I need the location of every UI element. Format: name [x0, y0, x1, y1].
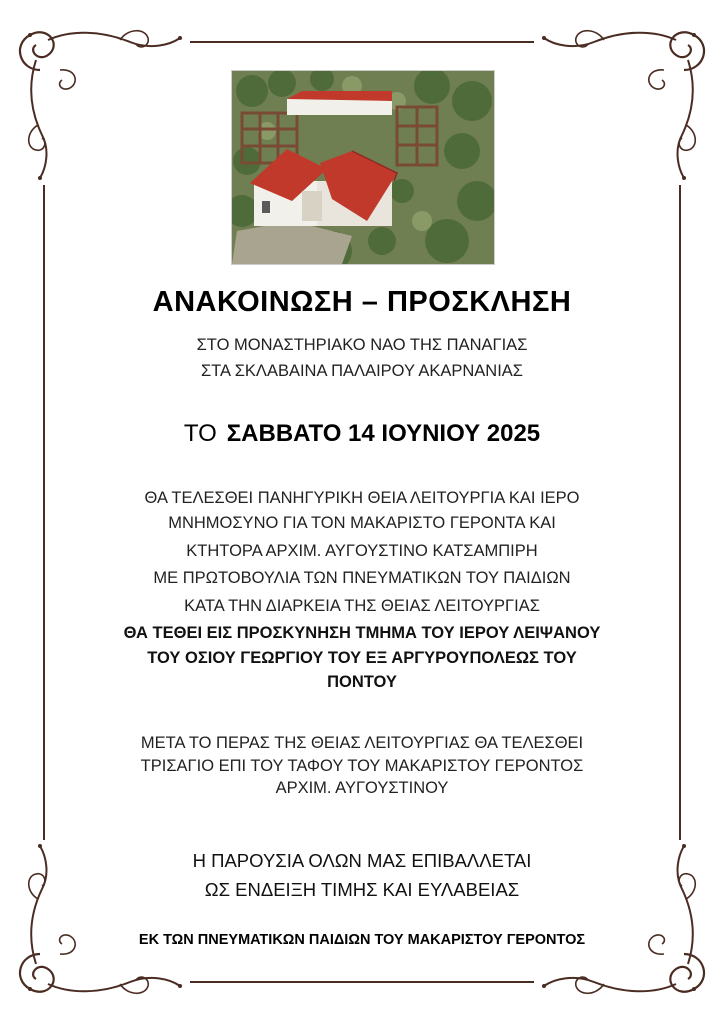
relic-line: ΤΟΥ ΟΣΙΟΥ ΓΕΩΡΓΙΟΥ ΤΟΥ ΕΞ ΑΡΓΥΡΟΥΠΟΛΕΩΣ ΤΟΥ — [147, 649, 577, 667]
relic-line: ΠΟΝΤΟΥ — [327, 673, 397, 691]
date-value: ΣΑΒΒΑΤΟ 14 ΙΟΥΝΙΟΥ 2025 — [226, 420, 541, 447]
subtitle-line: ΣΤΟ ΜΟΝΑΣΤΗΡΙΑΚΟ ΝΑΟ ΤΗΣ ΠΑΝΑΓΙΑΣ — [196, 336, 528, 354]
body-line: ΚΤΗΤΟΡΑ ΑΡΧΙΜ. ΑΥΓΟΥΣΤΙΝΟ ΚΑΤΣΑΜΠΙΡΗ — [186, 542, 538, 560]
subtitle-line: ΣΤΑ ΣΚΛΑΒΑΙΝΑ ΠΑΛΑΙΡΟΥ ΑΚΑΡΝΑΝΙΑΣ — [200, 362, 524, 380]
presence-line: Η ΠΑΡΟΥΣΙΑ ΟΛΩΝ ΜΑΣ ΕΠΙΒΑΛΛΕΤΑΙ — [192, 850, 532, 871]
after-line: ΜΕΤΑ ΤΟ ΠΕΡΑΣ ΤΗΣ ΘΕΙΑΣ ΛΕΙΤΟΥΡΓΙΑΣ ΘΑ ΤΕΛΕΣΘΕΙ — [140, 734, 584, 752]
event-date — [0, 420, 724, 448]
date-prefix: ΤΟ — [183, 420, 217, 447]
relic-line: ΘΑ ΤΕΘΕΙ ΕΙΣ ΠΡΟΣΚΥΝΗΣΗ ΤΜΗΜΑ ΤΟΥ ΙΕΡΟΥ ΛΕΙΨΑΝΟΥ — [123, 624, 601, 642]
presence-line: ΩΣ ΕΝΔΕΙΞΗ ΤΙΜΗΣ ΚΑΙ ΕΥΛΑΒΕΙΑΣ — [204, 879, 520, 900]
body-line: ΚΑΤΑ ΤΗΝ ΔΙΑΡΚΕΙΑ ΤΗΣ ΘΕΙΑΣ ΛΕΙΤΟΥΡΓΙΑΣ — [184, 597, 540, 615]
page-title: ΑΝΑΚΟΙΝΩΣΗ – ΠΡΟΣΚΛΗΣΗ — [152, 286, 572, 318]
signature-line: ΕΚ ΤΩΝ ΠΝΕΥΜΑΤΙΚΩΝ ΠΑΙΔΙΩΝ ΤΟΥ ΜΑΚΑΡΙΣΤΟΥ ΓΕΡΟΝΤΟΣ — [138, 932, 586, 948]
monastery-aerial-photo — [231, 70, 495, 265]
body-line: ΜΕ ΠΡΩΤΟΒΟΥΛΙΑ ΤΩΝ ΠΝΕΥΜΑΤΙΚΩΝ ΤΟΥ ΠΑΙΔΙΩΝ — [153, 569, 571, 587]
after-line: ΤΡΙΣΑΓΙΟ ΕΠΙ ΤΟΥ ΤΑΦΟΥ ΤΟΥ ΜΑΚΑΡΙΣΤΟΥ ΓΕΡΟΝΤΟΣ — [140, 757, 584, 775]
flourish-scroll-icon — [542, 31, 704, 180]
flourish-scroll-icon — [20, 31, 182, 180]
body-line: ΜΝΗΜΟΣΥΝΟ ΓΙΑ ΤΟΝ ΜΑΚΑΡΙΣΤΟ ΓΕΡΟΝΤΑ ΚΑΙ — [168, 514, 556, 532]
body-line: ΘΑ ΤΕΛΕΣΘΕΙ ΠΑΝΗΓΥΡΙΚΗ ΘΕΙΑ ΛΕΙΤΟΥΡΓΙΑ ΚΑΙ ΙΕΡΟ — [144, 489, 580, 507]
after-line: ΑΡΧΙΜ. ΑΥΓΟΥΣΤΙΝΟΥ — [275, 779, 449, 797]
